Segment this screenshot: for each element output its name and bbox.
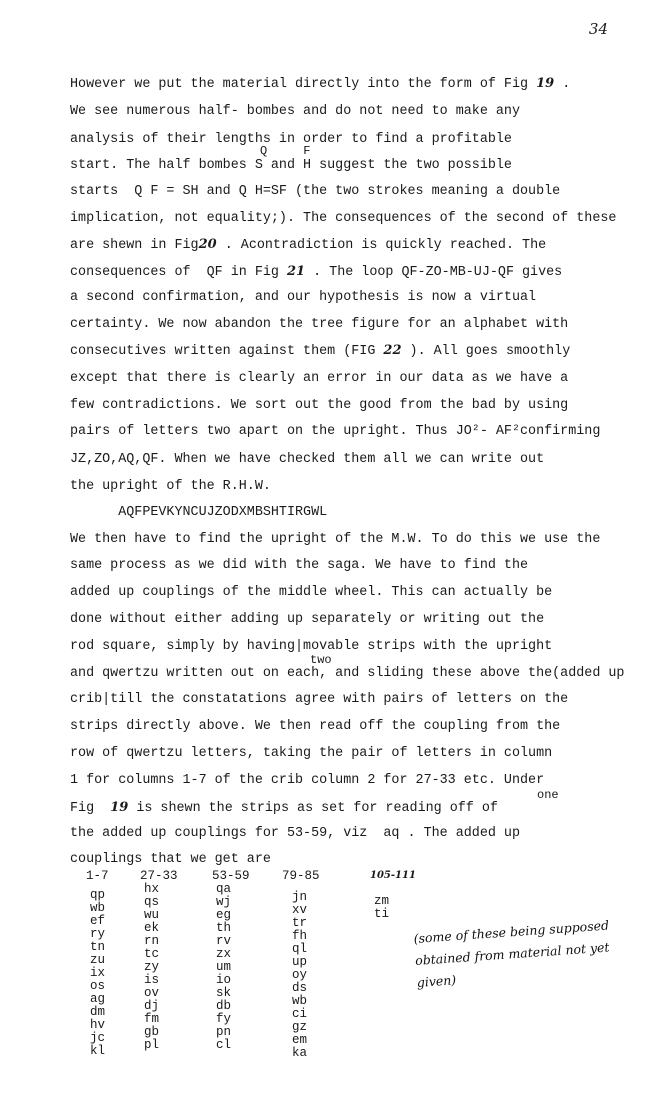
table-cell: ci: [292, 1006, 308, 1021]
table-cell: rv: [216, 933, 232, 948]
table-cell: fy: [216, 1011, 232, 1026]
table-cell: qp: [90, 887, 106, 902]
table-cell: os: [90, 978, 106, 993]
table-column: [212, 870, 250, 1052]
table-cell: pn: [216, 1024, 232, 1039]
text-line: [70, 237, 546, 254]
column-header: 53-59: [212, 869, 250, 883]
table-cell: dj: [144, 998, 160, 1013]
table-cell: tr: [292, 915, 308, 930]
table-column: [282, 870, 320, 1060]
line-text: except that there is clearly an error in our data as we have a: [70, 371, 569, 386]
line-text: AQFPEVKYNCUJZODXMBSHTIRGWL: [70, 505, 328, 520]
line-text: JZ,ZO,AQ,QF. When we have checked them all we can write out: [70, 452, 545, 467]
text-line: [70, 104, 520, 120]
table-cell: wb: [292, 993, 308, 1008]
table-cell: hv: [90, 1017, 106, 1032]
figure-number: 19: [536, 76, 555, 91]
table-cell: wj: [216, 894, 232, 909]
table-cell: tc: [144, 946, 160, 961]
table-cell: fm: [144, 1011, 160, 1026]
line-text: 1 for columns 1-7 of the crib column 2 for 27-33 etc. Under: [70, 773, 545, 788]
line-text: consequences of QF in Fig: [70, 265, 287, 280]
line-text: We see numerous half- bombes and do not need to make any: [70, 104, 520, 119]
line-text: is shewn the strips as set for reading off of: [128, 801, 498, 816]
handwritten-note: (some of these being supposed obtained from material not yet given): [413, 917, 610, 990]
line-text: crib|till the constatations agree with pairs of letters on the: [70, 692, 569, 707]
text-line: [70, 479, 271, 495]
table-cell: oy: [292, 967, 308, 982]
page-number: 34: [588, 20, 608, 38]
line-text: done without either adding up separately or writing out the: [70, 612, 545, 627]
table-column: [86, 870, 109, 1058]
table-cell: ek: [144, 920, 160, 935]
line-text: same process as we did with the saga. We have to find the: [70, 558, 529, 573]
figure-number: 22: [383, 343, 402, 358]
table-cell: ds: [292, 980, 308, 995]
text-line: [70, 692, 568, 708]
line-text: analysis of their lengths in order to find a profitable: [70, 132, 512, 147]
line-text: consecutives written against them (FIG: [70, 344, 384, 359]
table-cell: rn: [144, 933, 160, 948]
line-text: couplings that we get are: [70, 852, 271, 867]
line-text: However we put the material directly into the form of Fig: [70, 77, 537, 92]
table-cell: sk: [216, 985, 232, 1000]
column-header: 1-7: [86, 869, 109, 883]
interlinear-two: two: [310, 653, 332, 667]
text-line: [70, 800, 498, 817]
line-text: are shewn in Fig: [70, 238, 199, 253]
text-line: [70, 158, 512, 174]
interlinear-one: one: [537, 788, 559, 802]
table-cell: zu: [90, 952, 106, 967]
table-cell: zm: [374, 893, 390, 908]
text-line: [70, 666, 624, 682]
text-line: [70, 211, 616, 227]
line-text: the upright of the R.H.W.: [70, 479, 271, 494]
table-cell: wu: [144, 907, 160, 922]
line-text: start. The half bombes S and H suggest the two possible: [70, 158, 512, 173]
text-line: [70, 452, 544, 468]
line-text: the added up couplings for 53-59, viz aq . The added up: [70, 826, 520, 841]
figure-number: 20: [198, 237, 217, 252]
line-text: certainty. We now abandon the tree figure for an alphabet with: [70, 317, 569, 332]
table-cell: jc: [90, 1030, 106, 1045]
text-line: [70, 398, 568, 414]
column-header: 105-111: [370, 870, 416, 881]
table-cell: ix: [90, 965, 106, 980]
table-cell: is: [144, 972, 160, 987]
table-cell: wb: [90, 900, 106, 915]
line-text: a second confirmation, and our hypothesis is now a virtual: [70, 290, 537, 305]
text-line: [70, 371, 568, 387]
table-cell: eg: [216, 907, 232, 922]
line-text: starts Q F = SH and Q H=SF (the two strokes meaning a double: [70, 184, 561, 199]
text-line: [70, 852, 271, 868]
line-text: row of qwertzu letters, taking the pair of letters in column: [70, 746, 553, 761]
text-line: [70, 317, 568, 333]
line-text: few contradictions. We sort out the good from the bad by using: [70, 398, 569, 413]
table-cell: em: [292, 1032, 308, 1047]
text-line: [70, 184, 560, 200]
table-cell: up: [292, 954, 308, 969]
line-text: and qwertzu written out on each, and sliding these above the(added up: [70, 666, 625, 681]
line-text: . Acontradiction is quickly reached. The: [216, 238, 547, 253]
column-header: 27-33: [140, 869, 178, 883]
table-cell: qa: [216, 881, 232, 896]
table-cell: db: [216, 998, 232, 1013]
line-text: ). All goes smoothly: [401, 344, 571, 359]
text-line: [70, 343, 570, 360]
table-cell: ql: [292, 941, 308, 956]
text-line: [70, 585, 552, 601]
table-cell: um: [216, 959, 232, 974]
text-line: [70, 746, 552, 762]
table-cell: qs: [144, 894, 160, 909]
table-cell: io: [216, 972, 232, 987]
line-text: rod square, simply by having|movable strips with the upright: [70, 639, 553, 654]
interlinear-qf: Q F: [260, 144, 311, 158]
table-cell: jn: [292, 889, 308, 904]
line-text: strips directly above. We then read off the coupling from the: [70, 719, 561, 734]
figure-number: 21: [286, 264, 306, 279]
line-text: pairs of letters two apart on the upright. Thus JO²- AF²confirming: [70, 424, 601, 439]
table-cell: ag: [90, 991, 106, 1006]
table-cell: ry: [90, 926, 106, 941]
text-line: [70, 76, 570, 93]
table-cell: zy: [144, 959, 160, 974]
line-text: . The loop QF-ZO-MB-UJ-QF gives: [305, 265, 563, 280]
line-text: Fig: [70, 801, 111, 816]
table-cell: gb: [144, 1024, 160, 1039]
table-cell: ef: [90, 913, 106, 928]
table-cell: ti: [374, 906, 390, 921]
line-text: .: [554, 77, 571, 92]
text-line: [70, 612, 544, 628]
table-cell: pl: [144, 1037, 160, 1052]
table-cell: kl: [90, 1043, 106, 1058]
text-line: [70, 505, 327, 521]
table-column: [370, 870, 416, 921]
table-cell: gz: [292, 1019, 308, 1034]
table-cell: zx: [216, 946, 232, 961]
table-cell: fh: [292, 928, 308, 943]
line-text: implication, not equality;). The consequences of the second of these: [70, 211, 617, 226]
table-cell: dm: [90, 1004, 106, 1019]
table-cell: ov: [144, 985, 160, 1000]
table-cell: hx: [144, 881, 160, 896]
text-line: [70, 719, 560, 735]
line-text: added up couplings of the middle wheel. This can actually be: [70, 585, 553, 600]
table-cell: cl: [216, 1037, 232, 1052]
column-header: 79-85: [282, 869, 320, 883]
text-line: [70, 826, 520, 842]
text-line: [70, 264, 562, 281]
line-text: We then have to find the upright of the M.W. To do this we use the: [70, 532, 601, 547]
text-line: [70, 532, 600, 548]
table-cell: tn: [90, 939, 106, 954]
table-cell: th: [216, 920, 232, 935]
table-cell: ka: [292, 1045, 308, 1060]
figure-number: 19: [110, 800, 129, 815]
table-cell: xv: [292, 902, 308, 917]
text-line: [70, 773, 544, 789]
text-line: [70, 290, 536, 306]
table-column: [140, 870, 178, 1052]
text-line: [70, 424, 600, 440]
text-line: [70, 558, 528, 574]
